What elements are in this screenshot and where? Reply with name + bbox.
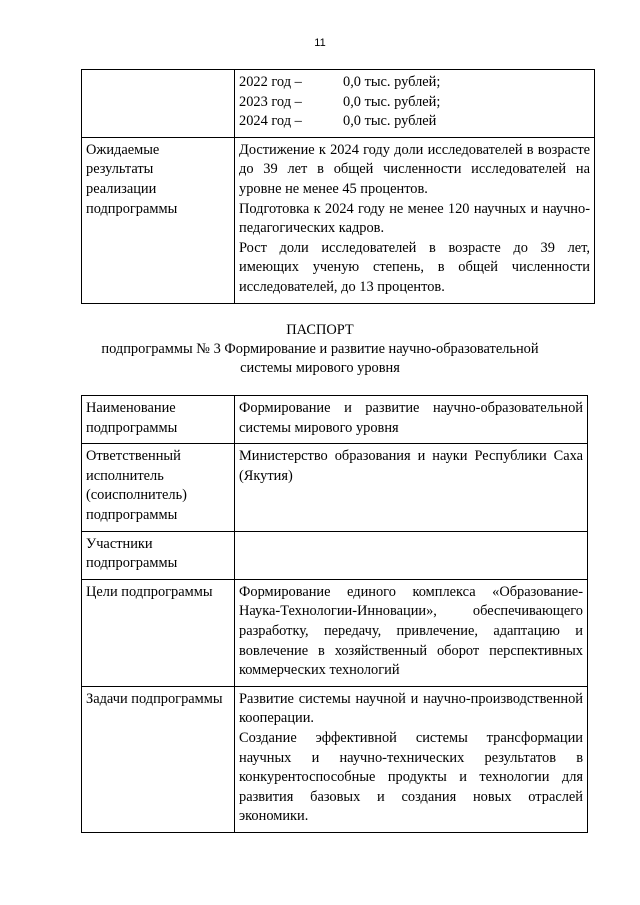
table-row (82, 444, 588, 531)
expected-result-paragraph: Рост доли исследователей в возрасте до 39 лет, имеющих ученую степень, в общей численности исследователей, до 13 процентов. (239, 239, 590, 295)
table-row (82, 396, 588, 444)
table-row (82, 686, 588, 832)
table-row (82, 531, 588, 579)
row-paragraph: Министерство образования и науки Республики Саха (Якутия) (239, 448, 583, 484)
row-value (235, 444, 588, 531)
row-label: Наименование подпрограммы (82, 396, 235, 444)
table-row (82, 137, 595, 303)
row-paragraph: Формирование единого комплекса «Образование-Наука-Технологии-Инновации», обеспечивающего разработку, передачу, привлечение, адаптацию и вовлечение в хозяйственный оборот перспективных коммерческих технологий (239, 583, 583, 679)
row-label: Участники подпрограммы (82, 531, 235, 579)
funding-year: 2022 год – (239, 74, 302, 90)
funding-amount: 0,0 тыс. рублей; (343, 74, 441, 90)
funding-line (239, 112, 590, 132)
funding-cell (235, 70, 595, 138)
table-row (82, 579, 588, 686)
page-number: 11 (314, 37, 326, 49)
row-paragraph: Создание эффективной системы трансформации научных и научно-технических результатов в конкурентоспособные продукты и технологии для развития базовых и создания новых отраслей экономики. (239, 729, 583, 825)
funding-amount: 0,0 тыс. рублей; (343, 93, 441, 110)
row-label: Задачи подпрограммы (82, 686, 235, 832)
expected-result-paragraph: Достижение к 2024 году доли исследователей в возрасте до 39 лет в общей численности исследователей на уровне не менее 45 процентов. (239, 141, 590, 197)
row-value (235, 686, 588, 832)
subprogram-3-passport-table (81, 395, 588, 833)
passport-heading (0, 321, 640, 378)
funding-line (239, 93, 590, 113)
subprogram-2-table-continuation (81, 69, 595, 304)
row-label: Цели подпрограммы (82, 579, 235, 686)
row-value (235, 579, 588, 686)
funding-line (239, 73, 590, 93)
funding-year: 2023 год – (239, 93, 302, 110)
row-label: Ответственный исполнитель (соисполнитель) подпрограммы (82, 444, 235, 531)
row-paragraph: Развитие системы научной и научно-производственной кооперации. (239, 690, 583, 727)
expected-results-label: Ожидаемые результаты реализации подпрограммы (82, 137, 235, 303)
funding-label-cell (82, 70, 235, 138)
funding-year: 2024 год – (239, 113, 302, 130)
passport-title: ПАСПОРТ (286, 322, 354, 338)
row-value (235, 396, 588, 444)
expected-result-paragraph: Подготовка к 2024 году не менее 120 научных и научно-педагогических кадров. (239, 200, 590, 237)
expected-results-cell (235, 137, 595, 303)
row-paragraph: Формирование и развитие научно-образовательной системы мирового уровня (239, 400, 583, 436)
table-row (82, 70, 595, 138)
passport-subtitle: подпрограммы № 3 Формирование и развитие научно-образовательной (101, 341, 539, 357)
passport-subtitle: системы мирового уровня (240, 360, 400, 376)
funding-amount: 0,0 тыс. рублей (343, 113, 437, 130)
row-value (235, 531, 588, 579)
